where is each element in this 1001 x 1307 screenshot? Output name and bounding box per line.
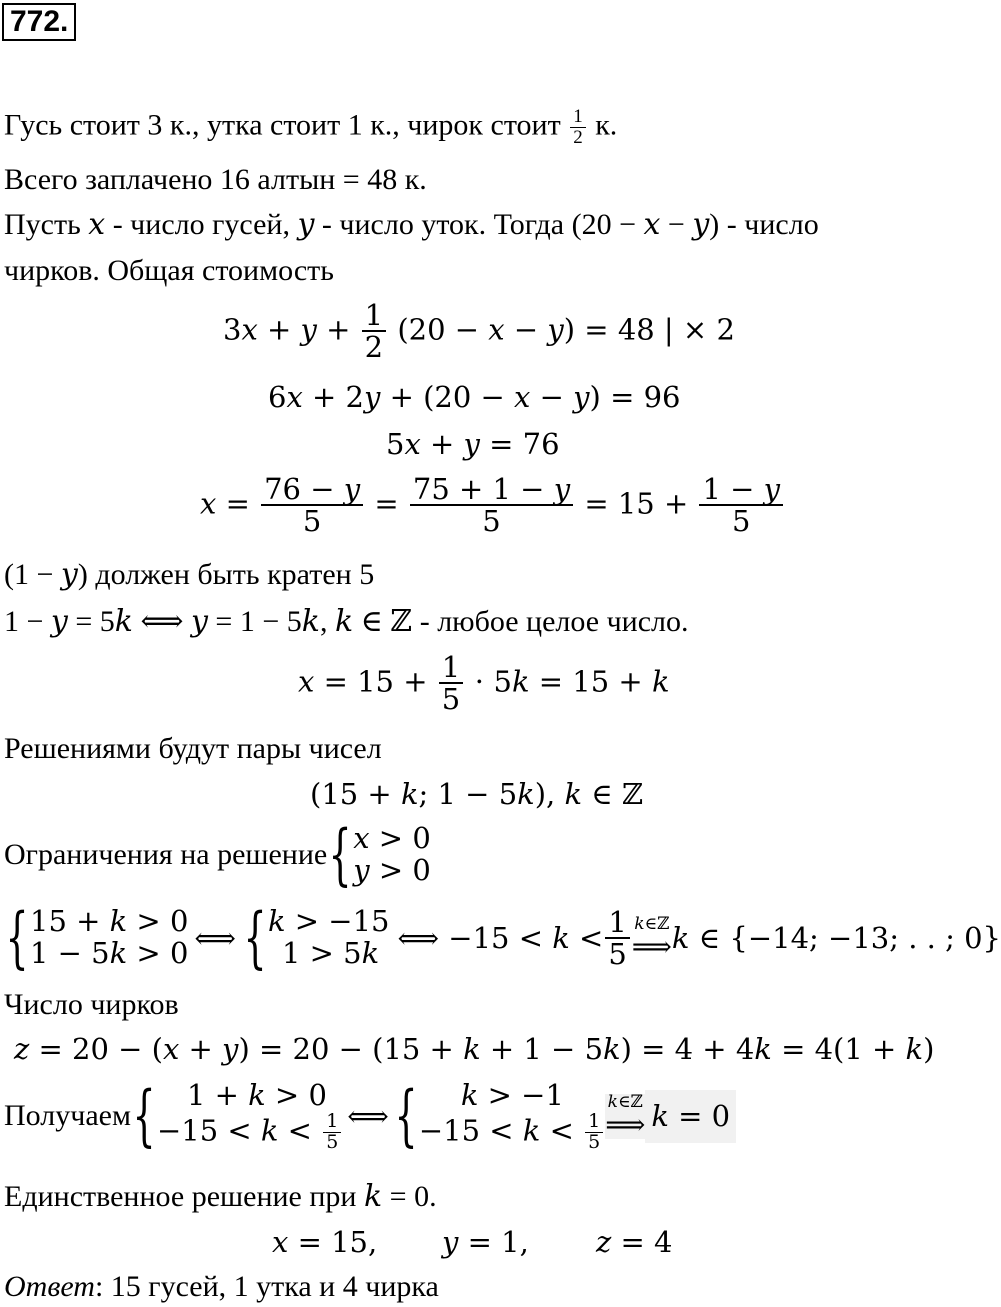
fraction: [605, 904, 629, 971]
equation-simplified: 5𝑥 + 𝑦 = 76: [386, 427, 560, 461]
final-k: 𝑘 = 0: [645, 1090, 736, 1143]
fraction-denominator: 5: [482, 504, 501, 539]
constraint-y: 𝑦 > 0: [353, 853, 431, 887]
arrow-icon: ⟹: [605, 1107, 646, 1141]
line-solutions: Решениями будут пары чисел: [4, 732, 382, 765]
fraction: [585, 1109, 603, 1153]
eq-part: 𝑥 =: [200, 486, 250, 521]
implies-arrow: [605, 1091, 646, 1141]
implies-arrow: [631, 913, 672, 963]
line-unique-solution: Единственное решение при 𝑘 = 0.: [4, 1180, 437, 1213]
fraction-numerator: 1: [362, 300, 386, 332]
eq-part: 𝑥 = 15 +: [298, 664, 428, 699]
eq-part: 3𝑥 + 𝑦 +: [223, 312, 351, 347]
fraction: [699, 474, 783, 537]
system-row: 𝑘 > −15: [267, 904, 390, 939]
fraction-numerator: 75 + 1 − 𝑦: [410, 474, 573, 506]
eq-part: (20 − 𝑥 − 𝑦) = 48 | × 2: [397, 312, 735, 347]
half-fraction: [362, 300, 386, 363]
brace-icon: {: [328, 816, 352, 893]
equation-doubled: 6𝑥 + 2𝑦 + (20 − 𝑥 − 𝑦) = 96: [268, 380, 681, 414]
equation-x-via-k: [298, 652, 670, 715]
equation-z: 𝑧 = 20 − (𝑥 + 𝑦) = 20 − (15 + 𝑘 + 1 − 5𝑘) = 4 + 4𝑘 = 4(1 + 𝑘): [14, 1032, 935, 1066]
answer-line: [4, 1272, 439, 1302]
brace-icon: {: [132, 1077, 156, 1155]
system-row: 𝑘 > −1: [460, 1078, 564, 1112]
arrow-label: 𝑘∈ℤ: [607, 1091, 643, 1112]
system-row: 1 − 5𝑘 > 0: [30, 936, 189, 970]
equivalence-sign: ⟺: [194, 920, 236, 955]
equation-pairs: (15 + 𝑘; 1 − 5𝑘), 𝑘 ∈ ℤ: [310, 777, 644, 811]
fraction-denominator: 2: [364, 330, 384, 365]
fraction-denominator: 5: [588, 1130, 601, 1153]
system-row: −15 < 𝑘 <: [418, 1113, 574, 1148]
k-inequalities-line: [4, 899, 1001, 976]
fraction: [410, 474, 573, 537]
fraction-numerator: 1 − 𝑦: [699, 474, 783, 506]
system-row: 1 + 𝑘 > 0: [186, 1078, 327, 1112]
eq-part: = 15 +: [584, 486, 689, 521]
fraction-numerator: 1: [570, 107, 586, 128]
equation-cost: [223, 300, 735, 363]
arrow-icon: ⟹: [631, 929, 672, 963]
constraint-x: 𝑥 > 0: [353, 821, 431, 856]
brace-icon: {: [394, 1077, 418, 1155]
arrow-label: 𝑘∈ℤ: [634, 913, 670, 934]
fraction-denominator: 5: [441, 682, 461, 717]
constraints-line: [4, 816, 431, 893]
fraction: [439, 652, 463, 715]
eq-part: ⋅ 5𝑘 = 15 + 𝑘: [474, 664, 670, 699]
fraction-denominator: 2: [573, 126, 583, 148]
fraction-numerator: 1: [585, 1112, 603, 1133]
fraction-numerator: 1: [605, 907, 629, 939]
line-prices: [4, 107, 617, 148]
problem-number: 772.: [2, 3, 76, 41]
fraction-denominator: 5: [302, 504, 322, 539]
fraction-denominator: 5: [608, 937, 627, 971]
line-total-paid: Всего заплачено 16 алтын = 48 к.: [4, 163, 427, 196]
fraction-numerator: 1: [439, 652, 463, 684]
answer-label: Ответ: [4, 1270, 95, 1303]
line-variables: Пусть 𝑥 - число гусей, 𝑦 - число уток. Тогда (20 − 𝑥 − 𝑦) - число: [4, 208, 819, 241]
fraction-denominator: 5: [732, 504, 751, 539]
fraction: [261, 474, 363, 537]
eq-part: =: [374, 486, 399, 521]
system-4: [393, 1077, 605, 1155]
line-k-definition: 1 − 𝑦 = 5𝑘 ⟺ 𝑦 = 1 − 5𝑘, 𝑘 ∈ ℤ - любое целое число.: [4, 605, 689, 638]
equivalence-sign: ⟺: [347, 1098, 389, 1133]
equation-x-value: 𝑥 = 15,: [272, 1225, 378, 1259]
get-line: [4, 1077, 736, 1155]
eq-part: ⟺ −15 < 𝑘 <: [397, 920, 604, 955]
brace-icon: {: [5, 899, 29, 976]
system-row: 15 + 𝑘 > 0: [30, 904, 189, 939]
constraint-system: [327, 816, 431, 893]
fraction-denominator: 5: [326, 1130, 339, 1153]
system-1: [4, 899, 189, 976]
equation-x-expression: [200, 474, 785, 537]
line-divisible: (1 − 𝑦) должен быть кратен 5: [4, 558, 375, 591]
eq-part: 𝑘 ∈ {−14; −13; . . ; 0}: [671, 920, 1001, 955]
system-2: [242, 899, 390, 976]
system-row: 1 > 5𝑘: [281, 936, 380, 970]
equation-y-value: 𝑦 = 1,: [442, 1225, 529, 1259]
equation-z-value: 𝑧 = 4: [596, 1225, 673, 1259]
half-fraction: [570, 107, 586, 148]
fraction: [323, 1109, 341, 1153]
line-total-cost: чирков. Общая стоимость: [4, 254, 334, 287]
system-row: −15 < 𝑘 <: [156, 1113, 312, 1148]
prices-end: к.: [595, 108, 618, 142]
constraints-label: Ограничения на решение: [4, 838, 328, 871]
prices-text: Гусь стоит 3 к., утка стоит 1 к., чирок стоит: [4, 108, 561, 142]
fraction-numerator: 76 − 𝑦: [261, 474, 363, 506]
fraction-numerator: 1: [323, 1112, 341, 1133]
system-3: [131, 1077, 343, 1155]
answer-text: : 15 гусей, 1 утка и 4 чирка: [94, 1270, 439, 1303]
line-teal-count: Число чирков: [4, 988, 179, 1021]
brace-icon: {: [243, 899, 267, 976]
get-label: Получаем: [4, 1099, 131, 1133]
